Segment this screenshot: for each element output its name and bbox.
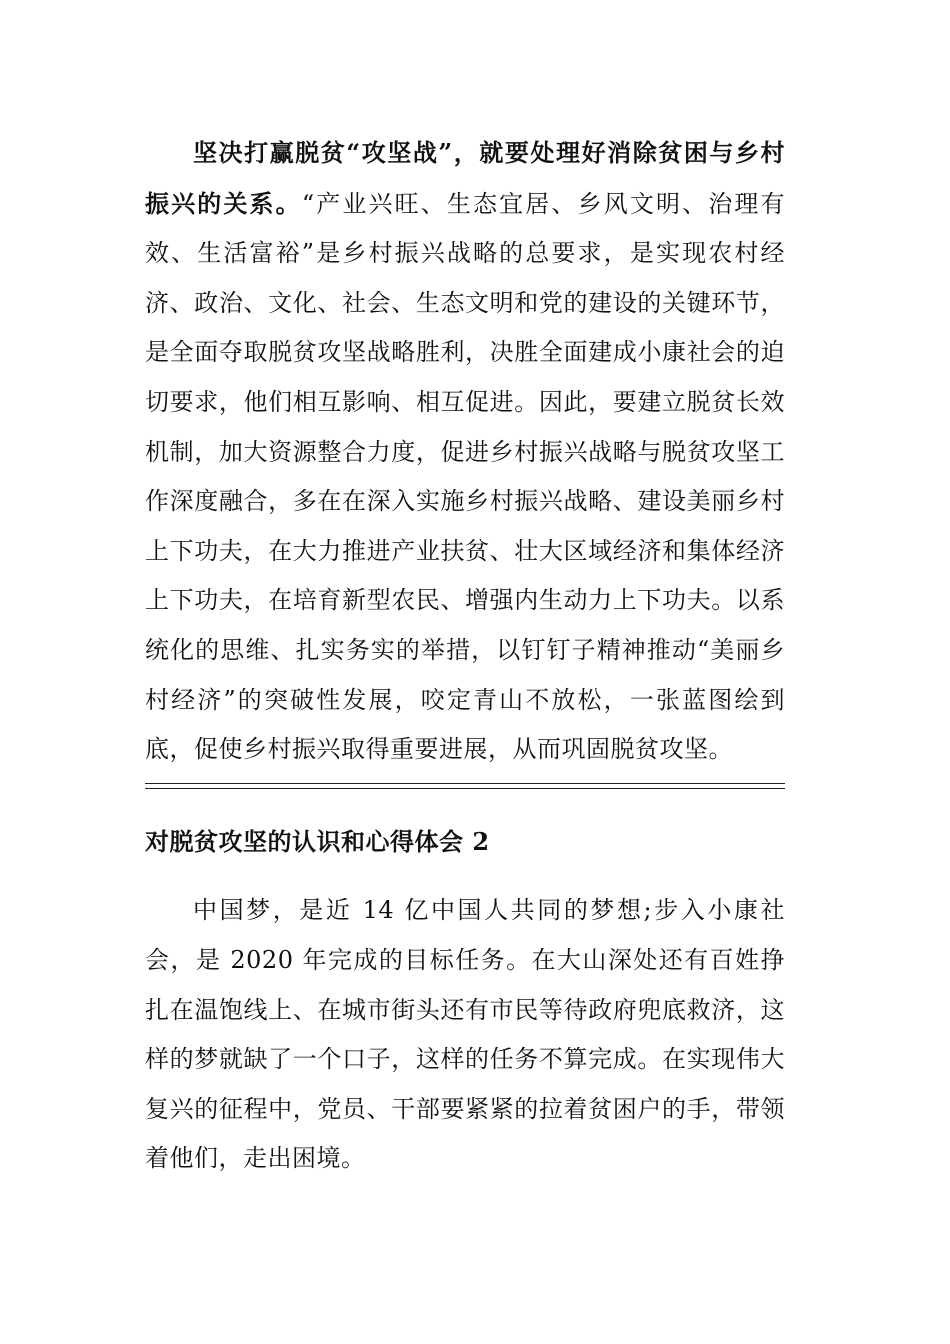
paragraph-rural-revitalization: [145, 128, 785, 775]
section-divider: [145, 783, 785, 789]
paragraph-body: “产业兴旺、生态宜居、乡风文明、治理有效、生活富裕”是乡村振兴战略的总要求，是实现农村经济、政治、文化、社会、生态文明和党的建设的关键环节，是全面夺取脱贫攻坚战略胜利，决胜全面建成小康社会的迫切要求，他们相互影响、相互促进。因此，要建立脱贫长效机制，加大资源整合力度，促进乡村振兴战略与脱贫攻坚工作深度融合，多在在深入实施乡村振兴战略、建设美丽乡村上下功夫，在大力推进产业扶贫、壮大区域经济和集体经济上下功夫，在培育新型农民、增强内生动力上下功夫。以系统化的思维、扎实务实的举措，以钉钉子精神推动“美丽乡村经济”的突破性发展，咬定青山不放松，一张蓝图绘到底，促使乡村振兴取得重要进展，从而巩固脱贫攻坚。: [145, 189, 785, 764]
bold-lead-sentence: 坚决打赢脱贫“攻坚战”，就要处理好消除贫困与乡村振兴的关系。: [145, 138, 785, 218]
document-page: [145, 128, 785, 1184]
section-heading: 对脱贫攻坚的认识和心得体会 2: [145, 826, 490, 856]
paragraph-chinese-dream: 中国梦，是近 14 亿中国人共同的梦想;步入小康社会，是 2020 年完成的目标任务。在大山深处还有百姓挣扎在温饱线上、在城市街头还有市民等待政府兜底救济，这样的梦就缺了一个口子，这样的任务不算完成。在实现伟大复兴的征程中，党员、干部要紧紧的拉着贫困户的手，带领着他们，走出困境。: [145, 896, 785, 1173]
